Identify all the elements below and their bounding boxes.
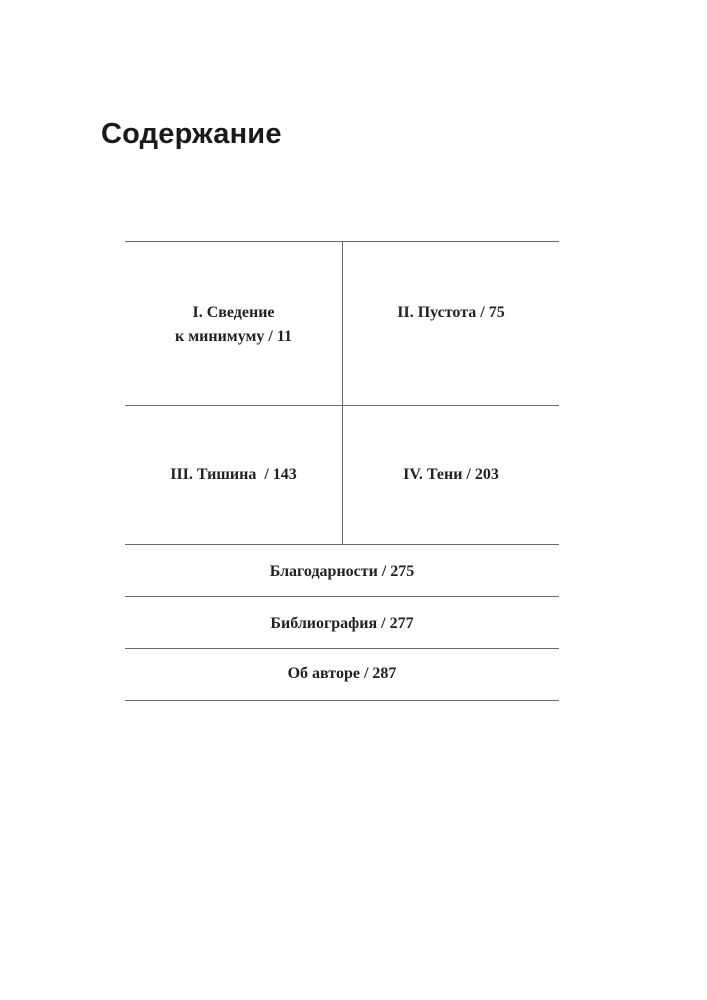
toc-entry-chapter-2[interactable]: II. Пустота / 75 [397,304,505,321]
vertical-divider [342,241,343,544]
toc-entry-bibliography[interactable]: Библиография / 277 [270,615,414,632]
divider [125,648,559,649]
toc-entry-chapter-1[interactable] [125,301,342,349]
divider [125,700,559,701]
toc-entry-chapter-3[interactable]: III. Тишина / 143 [170,466,297,483]
page-title: Содержание [101,118,282,150]
toc-entry-title: I. Сведение [192,304,275,321]
toc-entry-title-continued: к минимуму / 11 [175,328,292,345]
divider [125,544,559,545]
divider [125,596,559,597]
toc-entry-chapter-4[interactable]: IV. Тени / 203 [403,466,499,483]
toc-entry-acknowledgements[interactable]: Благодарности / 275 [269,563,415,580]
toc-entry-about-author[interactable]: Об авторе / 287 [287,665,397,682]
